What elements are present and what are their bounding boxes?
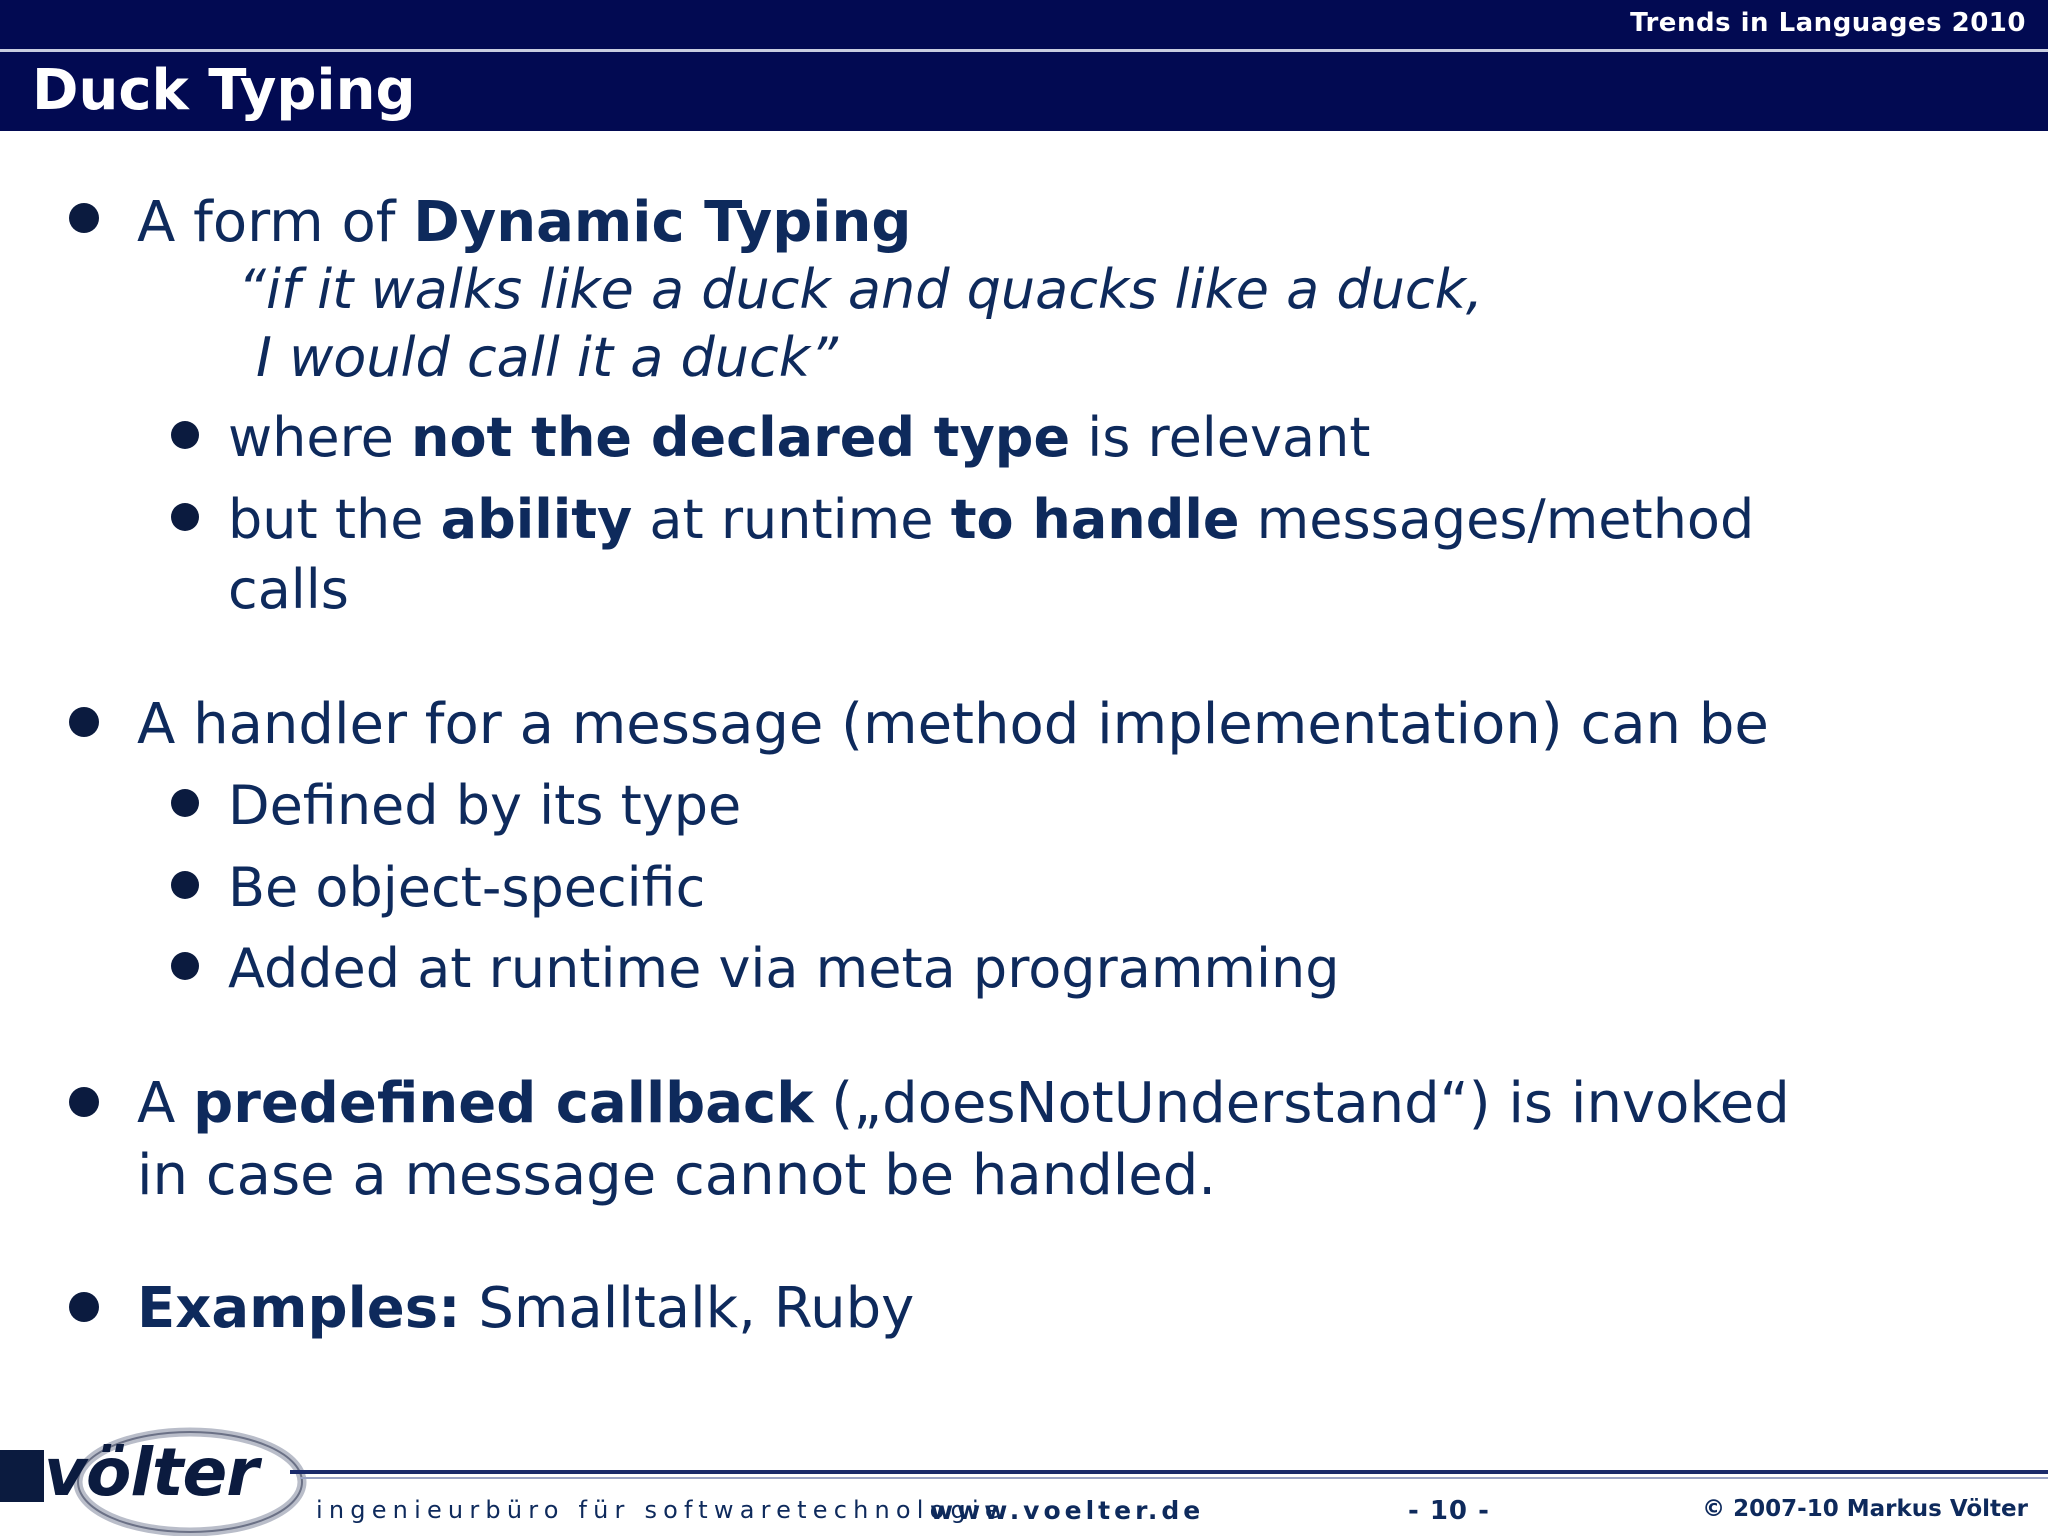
- sub-bullet-dot: [171, 871, 199, 899]
- footer-rule-thin: [300, 1477, 2048, 1479]
- bullet-predefined-callback: [137, 1071, 1790, 1136]
- bullet-text: Smalltalk, Ruby: [460, 1276, 915, 1341]
- sub-bullet-meta-programming: Added at runtime via meta programming: [228, 937, 1340, 1000]
- bullet-text: messages/method: [1239, 488, 1755, 551]
- footer-rule: [290, 1470, 2048, 1474]
- duck-quote-line-1: “if it walks like a duck and quacks like a duck,: [238, 258, 1484, 321]
- bullet-text: („doesNotUnderstand“) is invoked: [813, 1071, 1790, 1136]
- footer-copyright: © 2007-10 Markus Völter: [1702, 1496, 2028, 1522]
- sub-bullet-ability-continued: calls: [228, 558, 349, 621]
- bullet-bold-text: not the declared type: [411, 406, 1071, 469]
- bullet-text: A: [137, 1071, 194, 1136]
- footer-tagline: ingenieurbüro für softwaretechnologie: [316, 1496, 1006, 1524]
- bullet-predefined-callback-continued: in case a message cannot be handled.: [137, 1143, 1217, 1208]
- bullet-bold-text: ability: [440, 488, 633, 551]
- bullet-bold-text: Dynamic Typing: [413, 190, 912, 255]
- bullet-dot: [69, 707, 99, 737]
- bullet-text: at runtime: [632, 488, 951, 551]
- bullet-dot: [69, 1292, 99, 1322]
- bullet-handler: A handler for a message (method implementation) can be: [137, 692, 1769, 757]
- sub-bullet-declared-type: [228, 406, 1370, 469]
- bullet-text: where: [228, 406, 412, 469]
- bullet-dynamic-typing: [137, 190, 911, 255]
- bullet-bold-text: predefined callback: [193, 1071, 814, 1136]
- bullet-dot: [69, 203, 99, 233]
- sub-bullet-dot: [171, 789, 199, 817]
- slide-title: Duck Typing: [32, 58, 416, 123]
- sub-bullet-dot: [171, 421, 199, 449]
- bullet-bold-text: to handle: [950, 488, 1240, 551]
- sub-bullet-defined-by-type: Defined by its type: [228, 774, 742, 837]
- duck-quote-line-2: I would call it a duck”: [256, 326, 838, 389]
- bullet-text: A form of: [137, 190, 414, 255]
- page-number: - 10 -: [1408, 1496, 1490, 1526]
- bullet-examples: [137, 1276, 914, 1341]
- deck-title: Trends in Languages 2010: [1630, 8, 2026, 38]
- bullet-bold-text: Examples:: [137, 1276, 461, 1341]
- sub-bullet-ability: [228, 488, 1754, 551]
- footer-website: www.voelter.de: [930, 1496, 1205, 1525]
- sub-bullet-object-specific: Be object-specific: [228, 856, 706, 919]
- sub-bullet-dot: [171, 503, 199, 531]
- sub-bullet-dot: [171, 952, 199, 980]
- bullet-text: but the: [228, 488, 441, 551]
- bullet-dot: [69, 1087, 99, 1117]
- logo-wordmark: völter: [44, 1434, 258, 1511]
- bullet-text: is relevant: [1070, 406, 1371, 469]
